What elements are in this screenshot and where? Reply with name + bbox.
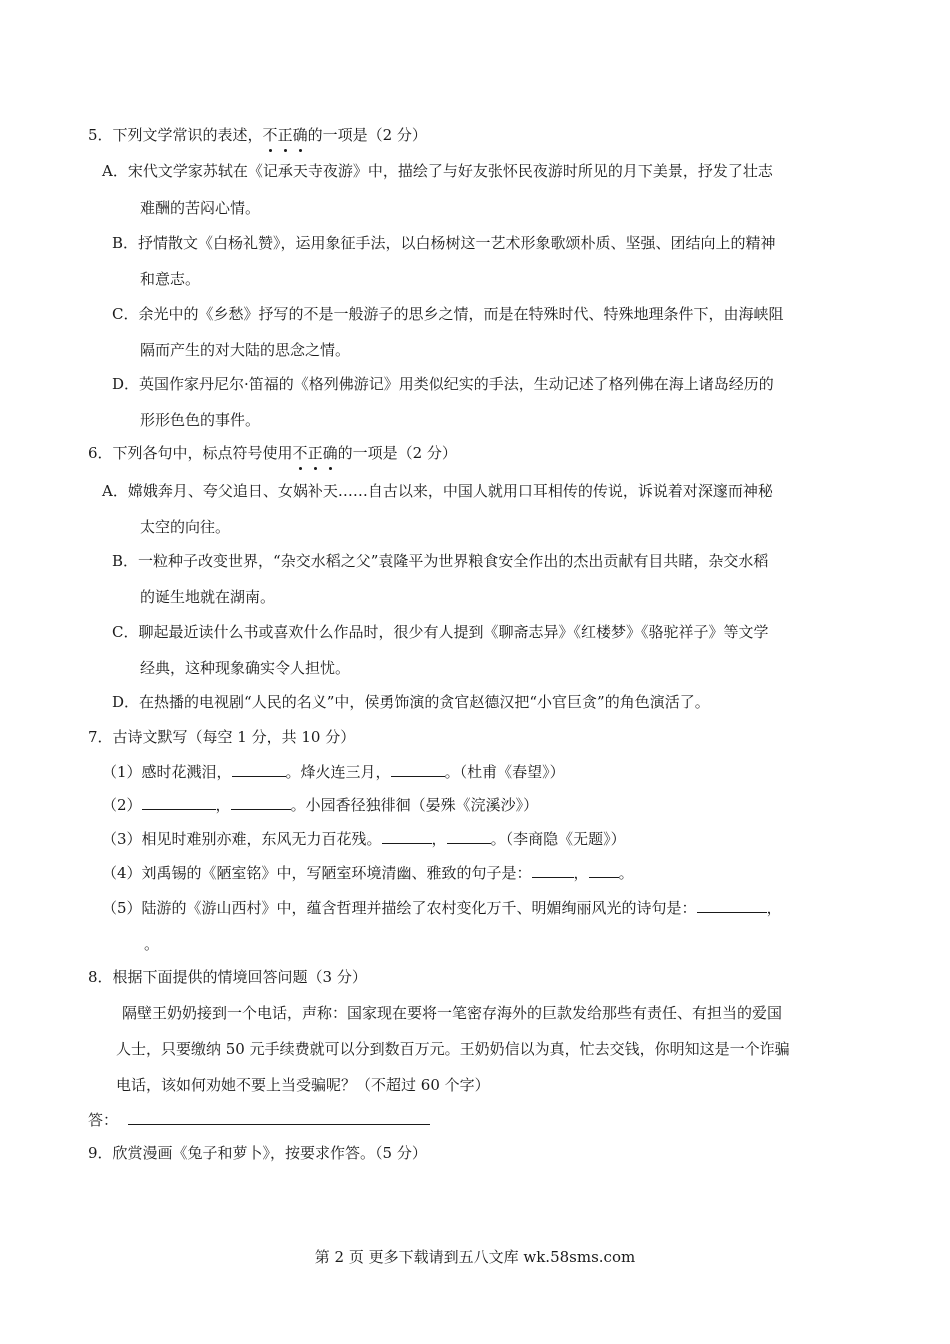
answer-blank[interactable] [697,898,767,913]
q7-title: 7．古诗文默写（每空 1 分，共 10 分） [88,728,356,746]
emphasis-char: 确 [322,444,338,462]
answer-blank[interactable] [231,795,291,810]
q7-item-2-text: ， [215,796,231,814]
emphasis-char: 正 [307,444,323,462]
q8-paragraph-line-1: 隔壁王奶奶接到一个电话，声称：国家现在要将一笔密存海外的巨款发给那些有责任、有担当的爱国 [122,1004,783,1022]
answer-blank[interactable] [142,795,216,810]
q6-title [88,442,457,464]
q7-item-4 [102,862,634,884]
answer-line[interactable] [128,1110,430,1125]
answer-blank[interactable] [232,762,286,777]
q5-option-d-cont: 形形色色的事件。 [140,411,261,429]
emphasis-char: 确 [292,126,308,144]
q7-item-5-end: 。 [144,935,160,953]
q6-option-b-cont: 的诞生地就在湖南。 [140,588,276,606]
q7-item-1-text: （1）感时花溅泪， [102,763,232,781]
q9-title: 9．欣赏漫画《兔子和萝卜》，按要求作答。（5 分） [88,1144,427,1162]
page-footer: 第 2 页 更多下载请到五八文库 wk.58sms.com [314,1248,636,1266]
q5-option-a: A．宋代文学家苏轼在《记承天寺夜游》中，描绘了与好友张怀民夜游时所见的月下美景，抒发了壮志 [102,162,773,180]
q7-item-1-text: 。烽火连三月， [285,763,391,781]
q7-item-2 [102,794,538,816]
q7-item-2-source: 。小园香径独徘徊（晏殊《浣溪沙》） [290,796,539,814]
q6-option-b: B．一粒种子改变世界，“杂交水稻之父”袁隆平为世界粮食安全作出的杰出贡献有目共睹，杂交水稻 [112,552,769,570]
q6-option-a-cont: 太空的向往。 [140,518,231,536]
answer-blank[interactable] [447,829,491,844]
q8-paragraph-line-3: 电话，该如何劝她不要上当受骗呢？（不超过 60 个字） [116,1076,490,1094]
q7-item-4-text: 。 [618,864,634,882]
q7-item-2-text: （2） [102,796,142,814]
q7-item-3 [102,828,626,850]
q5-title-score: 的一项是（2 分） [307,126,427,144]
q5-option-b-cont: 和意志。 [140,270,201,288]
q7-item-3-text: ， [431,830,447,848]
q6-title-text: 6．下列各句中，标点符号使用 [88,444,293,462]
answer-blank[interactable] [382,829,432,844]
q7-item-4-text: （4）刘禹锡的《陋室铭》中，写陋室环境清幽、雅致的句子是： [102,864,532,882]
answer-blank[interactable] [391,762,445,777]
q7-item-1 [102,761,565,783]
q5-option-b: B．抒情散文《白杨礼赞》，运用象征手法，以白杨树这一艺术形象歌颂朴质、坚强、团结向上的精神 [112,234,776,252]
emphasis-char: 不 [262,126,278,144]
q7-item-5-text: ， [766,899,782,917]
q8-title: 8．根据下面提供的情境回答问题（3 分） [88,968,367,986]
q5-title [88,124,427,146]
answer-label: 答： [88,1111,119,1129]
q5-title-text: 5．下列文学常识的表述， [88,126,263,144]
emphasis-char: 不 [292,444,308,462]
q6-option-d: D．在热播的电视剧“人民的名义”中，侯勇饰演的贪官赵德汉把“小官巨贪”的角色演活了。 [112,693,710,711]
q6-option-c: C．聊起最近读什么书或喜欢什么作品时，很少有人提到《聊斋志异》《红楼梦》《骆驼祥子》等文学 [112,623,769,641]
emphasis-char: 正 [277,126,293,144]
q7-item-3-text: （3）相见时难别亦难，东风无力百花残。 [102,830,382,848]
q7-item-1-source: 。（杜甫《春望》） [444,763,565,781]
q6-title-score: 的一项是（2 分） [337,444,457,462]
q7-item-4-text: ， [573,864,589,882]
answer-blank[interactable] [589,863,619,878]
q5-option-c: C．余光中的《乡愁》抒写的不是一般游子的思乡之情，而是在特殊时代、特殊地理条件下，由海峡阻 [112,305,784,323]
q8-answer [88,1109,430,1131]
q7-item-5-text: （5）陆游的《游山西村》中，蕴含哲理并描绘了农村变化万千、明媚绚丽风光的诗句是： [102,899,697,917]
q5-option-a-cont: 难酬的苦闷心情。 [140,199,261,217]
q6-option-a: A．嫦娥奔月、夸父追日、女娲补天……自古以来，中国人就用口耳相传的传说，诉说着对深邃而神秘 [102,482,773,500]
q7-item-5 [102,897,782,919]
q6-option-c-cont: 经典，这种现象确实令人担忧。 [140,659,351,677]
q5-option-d: D．英国作家丹尼尔·笛福的《格列佛游记》用类似纪实的手法，生动记述了格列佛在海上诸岛经历的 [112,375,774,393]
q7-item-3-source: 。（李商隐《无题》） [490,830,626,848]
q5-option-c-cont: 隔而产生的对大陆的思念之情。 [140,341,351,359]
q8-paragraph-line-2: 人士，只要缴纳 50 元手续费就可以分到数百万元。王奶奶信以为真，忙去交钱，你明知这是一个诈骗 [116,1040,790,1058]
answer-blank[interactable] [532,863,574,878]
